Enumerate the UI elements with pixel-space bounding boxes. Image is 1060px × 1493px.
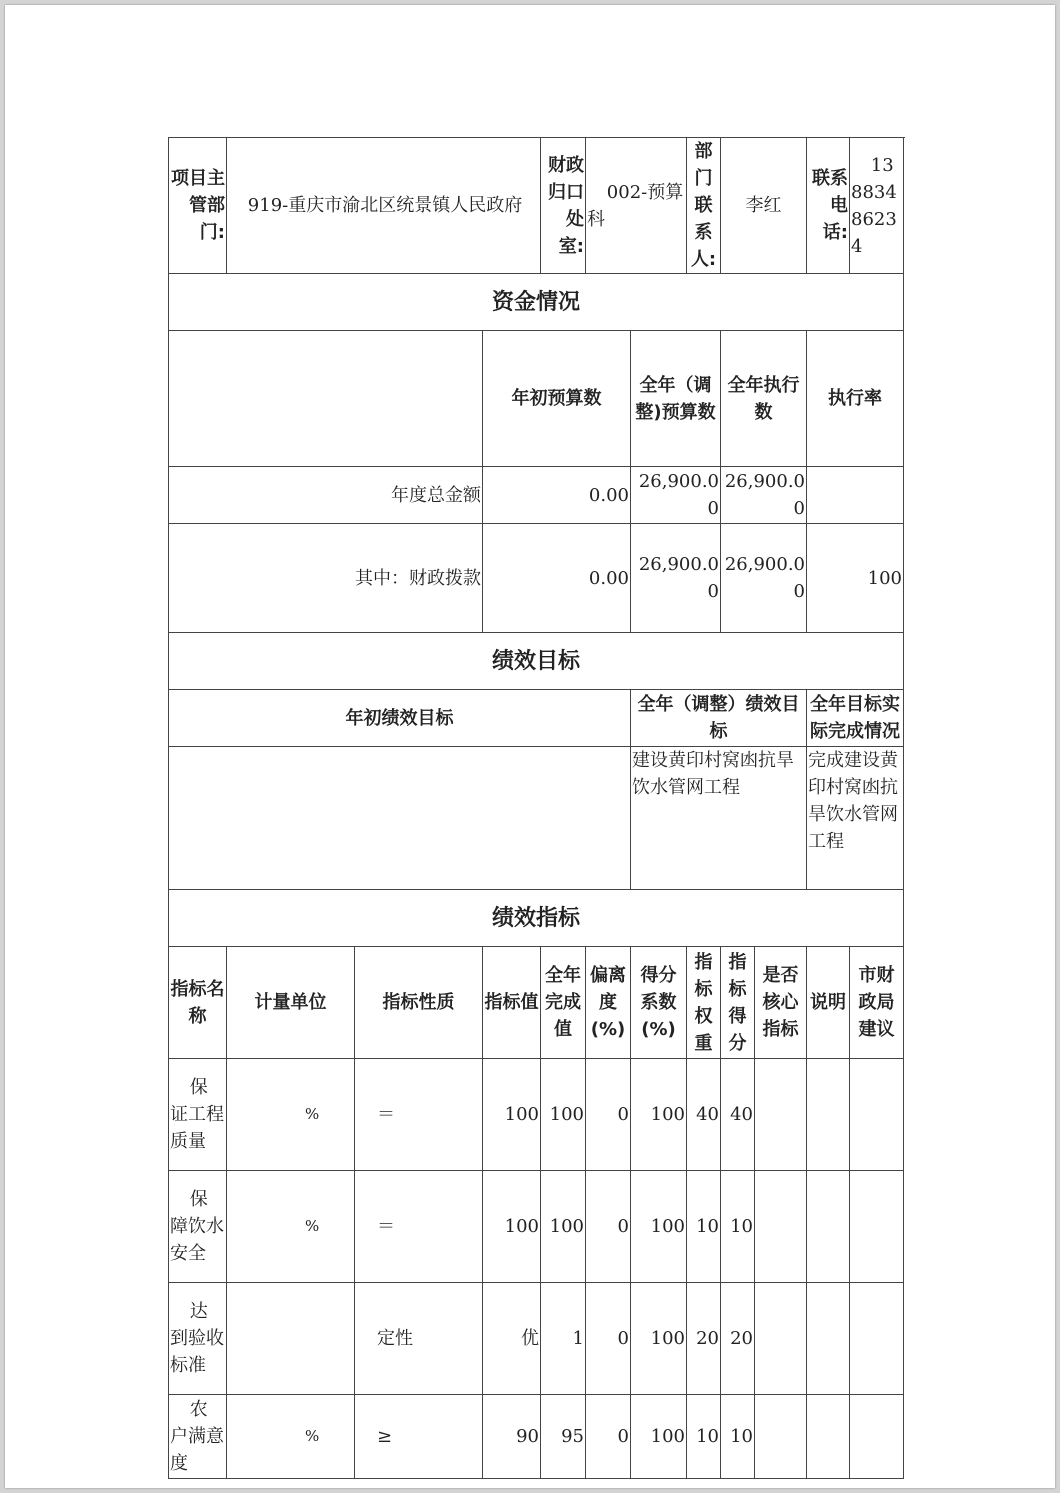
indicator-unit: % bbox=[227, 1059, 355, 1171]
goals-header-row bbox=[169, 690, 904, 747]
funds-row-executed: 26,900.00 bbox=[721, 524, 807, 633]
indicator-suggestion bbox=[850, 1283, 904, 1395]
col-completed: 全年完成值 bbox=[541, 947, 586, 1059]
indicator-deviation: 0 bbox=[586, 1283, 631, 1395]
col-initial-budget: 年初预算数 bbox=[483, 331, 631, 467]
indicator-completed: 100 bbox=[541, 1059, 586, 1171]
initial-goal-text bbox=[169, 747, 631, 890]
indicator-suggestion bbox=[850, 1171, 904, 1283]
indicator-core bbox=[755, 1283, 807, 1395]
indicator-completed: 1 bbox=[541, 1283, 586, 1395]
indicator-row bbox=[169, 1059, 904, 1171]
indicator-value: 优 bbox=[483, 1283, 541, 1395]
indicator-score: 20 bbox=[721, 1283, 755, 1395]
phone-label: 联系电话: bbox=[807, 138, 850, 274]
adjusted-goal-text: 建设黄印村窝凼抗旱饮水管网工程 bbox=[631, 747, 807, 890]
indicator-suggestion bbox=[850, 1059, 904, 1171]
indicator-completed: 100 bbox=[541, 1171, 586, 1283]
indicator-value: 90 bbox=[483, 1395, 541, 1479]
indicator-nature: ＝ bbox=[355, 1059, 483, 1171]
indicator-row bbox=[169, 1395, 904, 1479]
funds-row-initial: 0.00 bbox=[483, 467, 631, 524]
indicator-nature: ≥ bbox=[355, 1395, 483, 1479]
indicator-coef: 100 bbox=[631, 1395, 687, 1479]
indicator-note bbox=[807, 1059, 850, 1171]
contact-label: 部门联系人: bbox=[687, 138, 721, 274]
col-indicator-value: 指标值 bbox=[483, 947, 541, 1059]
indicator-core bbox=[755, 1059, 807, 1171]
col-executed: 全年执行数 bbox=[721, 331, 807, 467]
indicator-coef: 100 bbox=[631, 1059, 687, 1171]
phone-value: 13883486234 bbox=[850, 138, 904, 274]
indicator-deviation: 0 bbox=[586, 1059, 631, 1171]
indicator-nature: ＝ bbox=[355, 1171, 483, 1283]
finance-label: 财政归口处室: bbox=[541, 138, 586, 274]
actual-completion-text: 完成建设黄印村窝凼抗旱饮水管网工程 bbox=[807, 747, 904, 890]
indicator-name: 保证工程质量 bbox=[169, 1059, 227, 1171]
indicator-coef: 100 bbox=[631, 1283, 687, 1395]
performance-form-table bbox=[168, 137, 904, 1479]
col-unit: 计量单位 bbox=[227, 947, 355, 1059]
document-page bbox=[5, 5, 1055, 1488]
indicator-name: 保障饮水安全 bbox=[169, 1171, 227, 1283]
col-core: 是否核心指标 bbox=[755, 947, 807, 1059]
indicator-weight: 40 bbox=[687, 1059, 721, 1171]
dept-label: 项目主管部门: bbox=[169, 138, 227, 274]
indicator-weight: 20 bbox=[687, 1283, 721, 1395]
indicator-core bbox=[755, 1171, 807, 1283]
indicator-suggestion bbox=[850, 1395, 904, 1479]
funds-row-rate bbox=[807, 467, 904, 524]
col-note: 说明 bbox=[807, 947, 850, 1059]
indicator-nature: 定性 bbox=[355, 1283, 483, 1395]
indicator-row bbox=[169, 1283, 904, 1395]
indicator-value: 100 bbox=[483, 1059, 541, 1171]
indicator-note bbox=[807, 1395, 850, 1479]
funds-row-executed: 26,900.00 bbox=[721, 467, 807, 524]
indicator-core bbox=[755, 1395, 807, 1479]
indicators-section-title: 绩效指标 bbox=[169, 890, 904, 947]
dept-value: 919-重庆市渝北区统景镇人民政府 bbox=[227, 138, 541, 274]
funds-row-initial: 0.00 bbox=[483, 524, 631, 633]
col-suggestion: 市财政局建议 bbox=[850, 947, 904, 1059]
funds-row-adjusted: 26,900.00 bbox=[631, 467, 721, 524]
funds-header-row bbox=[169, 331, 904, 467]
indicator-name: 农户满意度 bbox=[169, 1395, 227, 1479]
funds-row bbox=[169, 524, 904, 633]
indicator-unit: % bbox=[227, 1171, 355, 1283]
col-exec-rate: 执行率 bbox=[807, 331, 904, 467]
funds-row-rate: 100 bbox=[807, 524, 904, 633]
indicator-unit: % bbox=[227, 1395, 355, 1479]
col-indicator-weight: 指标权重 bbox=[687, 947, 721, 1059]
col-deviation: 偏离度(%) bbox=[586, 947, 631, 1059]
indicator-note bbox=[807, 1283, 850, 1395]
indicator-weight: 10 bbox=[687, 1395, 721, 1479]
goals-section-title: 绩效目标 bbox=[169, 633, 904, 690]
col-initial-goal: 年初绩效目标 bbox=[169, 690, 631, 747]
indicator-deviation: 0 bbox=[586, 1395, 631, 1479]
indicator-note bbox=[807, 1171, 850, 1283]
indicator-score: 10 bbox=[721, 1171, 755, 1283]
goals-content-row bbox=[169, 747, 904, 890]
finance-value: 002-预算科 bbox=[586, 138, 687, 274]
funds-row bbox=[169, 467, 904, 524]
col-adjusted-budget: 全年（调整)预算数 bbox=[631, 331, 721, 467]
contact-value: 李红 bbox=[721, 138, 807, 274]
funds-row-label: 其中：财政拨款 bbox=[169, 524, 483, 633]
indicators-header-row bbox=[169, 947, 904, 1059]
col-score-coef: 得分系数(%) bbox=[631, 947, 687, 1059]
col-nature: 指标性质 bbox=[355, 947, 483, 1059]
indicator-name: 达到验收标准 bbox=[169, 1283, 227, 1395]
indicator-row bbox=[169, 1171, 904, 1283]
funds-row-label: 年度总金额 bbox=[169, 467, 483, 524]
header-row bbox=[169, 138, 904, 274]
col-indicator-score: 指标得分 bbox=[721, 947, 755, 1059]
funds-header-blank bbox=[169, 331, 483, 467]
indicator-unit bbox=[227, 1283, 355, 1395]
indicator-value: 100 bbox=[483, 1171, 541, 1283]
indicator-score: 10 bbox=[721, 1395, 755, 1479]
indicator-completed: 95 bbox=[541, 1395, 586, 1479]
funds-section-title: 资金情况 bbox=[169, 274, 904, 331]
indicator-deviation: 0 bbox=[586, 1171, 631, 1283]
funds-row-adjusted: 26,900.00 bbox=[631, 524, 721, 633]
col-adjusted-goal: 全年（调整）绩效目标 bbox=[631, 690, 807, 747]
col-indicator-name: 指标名称 bbox=[169, 947, 227, 1059]
col-actual-completion: 全年目标实际完成情况 bbox=[807, 690, 904, 747]
indicator-coef: 100 bbox=[631, 1171, 687, 1283]
indicator-score: 40 bbox=[721, 1059, 755, 1171]
indicator-weight: 10 bbox=[687, 1171, 721, 1283]
